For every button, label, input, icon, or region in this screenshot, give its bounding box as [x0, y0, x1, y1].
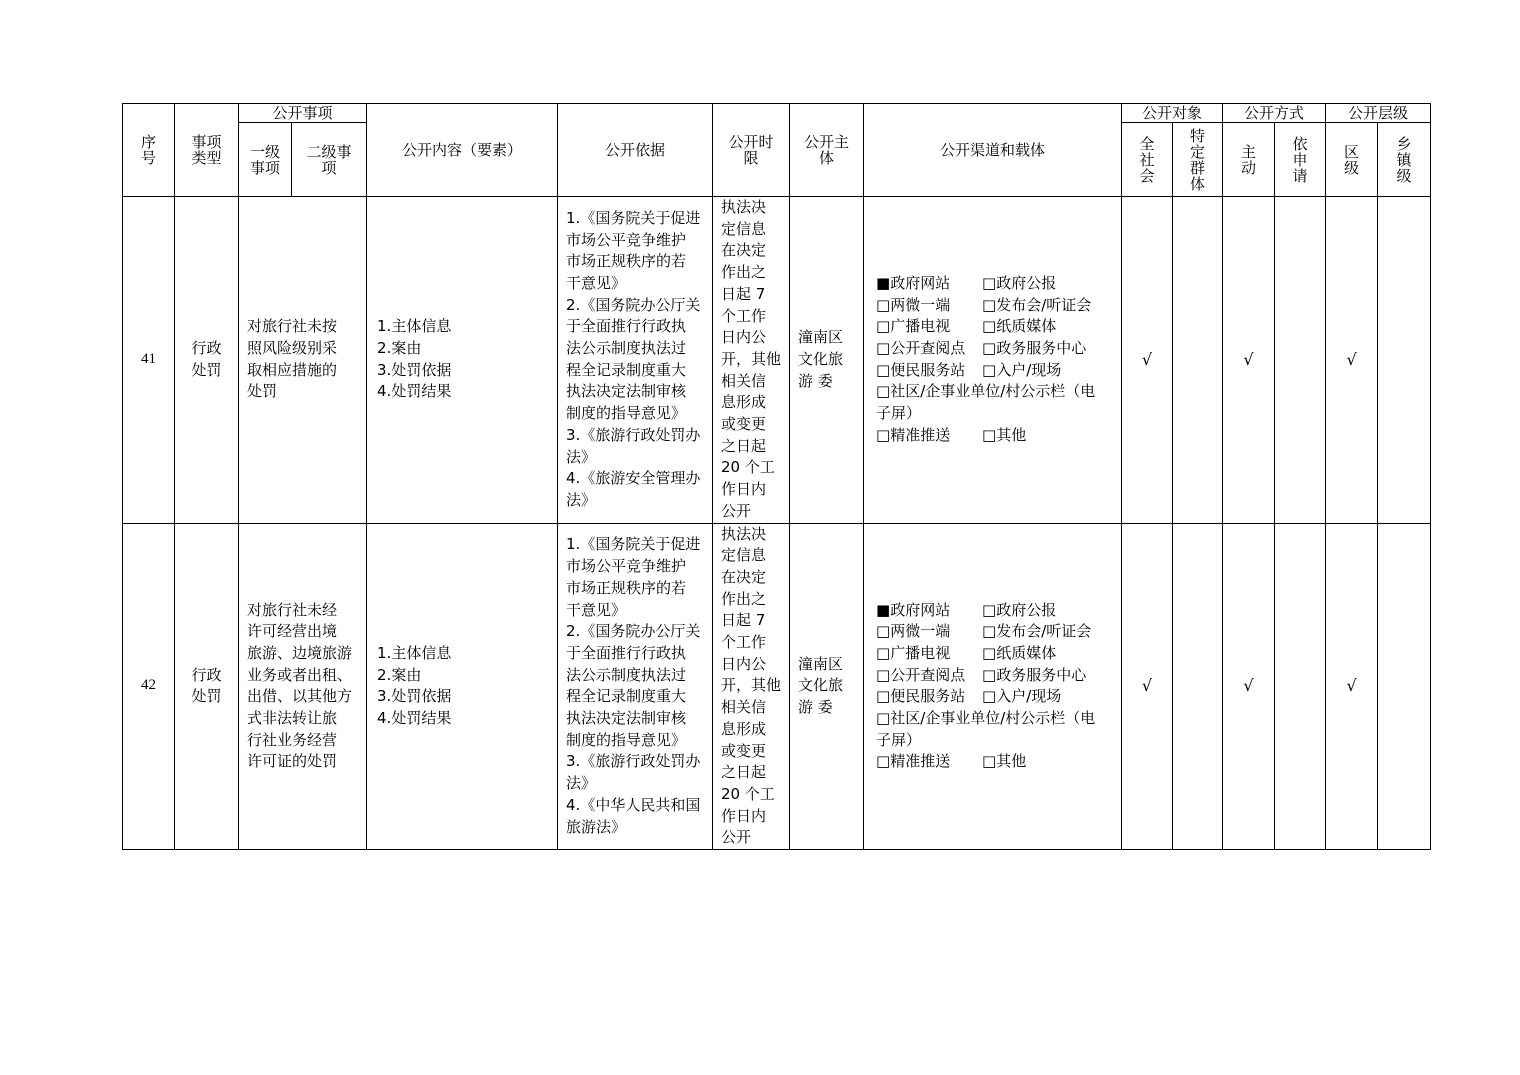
channel-option: □精准推送 [876, 425, 951, 444]
text-line: 1.主体信息 [377, 317, 452, 336]
text-line: 干意见》 [566, 600, 627, 619]
text-line: 执法决定法制审核 [566, 709, 687, 728]
text-line: 定信息 [721, 219, 767, 238]
text-line: 日起 7 [721, 611, 766, 630]
channel-line [876, 316, 1121, 338]
channel-option: ■政府网站 [876, 273, 951, 292]
item-cell [239, 197, 367, 524]
header-target-specific: 特 定 群 体 [1173, 123, 1223, 197]
text-line: 2.案由 [377, 665, 422, 684]
channel-option: □便民服务站 [876, 687, 966, 706]
channel-option: □政府公报 [982, 273, 1057, 292]
text-line: 开，其他 [721, 349, 782, 368]
text-line: 法公示制度执法过 [566, 665, 687, 684]
text-line: 20 个工 [721, 458, 775, 477]
header-level2: 二级事 项 [292, 123, 367, 197]
text-line: 行政 [191, 665, 222, 684]
level-town-check [1378, 523, 1431, 850]
text-line: 对旅行社未按 [247, 317, 338, 336]
channel-option: 子屏） [876, 730, 922, 749]
basis-cell [558, 197, 713, 524]
channel-option: □纸质媒体 [982, 317, 1057, 336]
channel-line [876, 273, 1121, 295]
channel-option: □广播电视 [876, 643, 951, 662]
text-line: 日内公 [721, 654, 767, 673]
text-line: 3.《旅游行政处罚办 [566, 425, 701, 444]
text-line: 4.处罚结果 [377, 382, 452, 401]
text-line: 旅游法》 [566, 817, 627, 836]
text-line: 文化旅 [798, 349, 844, 368]
text-line: 在决定 [721, 241, 767, 260]
channel-option: □两微一端 [876, 295, 951, 314]
text-line: 取相应措施的 [247, 360, 338, 379]
time-limit-cell [713, 197, 790, 524]
channel-option: □社区/企事业单位/村公示栏（电 [876, 382, 1096, 401]
text-line: 执法决 [721, 524, 767, 543]
text-line: 3.处罚依据 [377, 360, 452, 379]
channel-option: ■政府网站 [876, 600, 951, 619]
target-all-check: √ [1122, 523, 1173, 850]
text-line: 于全面推行行政执 [566, 317, 687, 336]
text-line: 3.《旅游行政处罚办 [566, 752, 701, 771]
target-specific-check [1173, 197, 1223, 524]
basis-cell [558, 523, 713, 850]
channel-line [876, 338, 1121, 360]
channel-option: □公开查阅点 [876, 339, 966, 358]
channel-line [876, 425, 1121, 447]
channel-line [876, 708, 1121, 730]
text-line: 法》 [566, 774, 597, 793]
header-method-group: 公开方式 [1223, 104, 1326, 123]
header-level-group: 公开层级 [1326, 104, 1431, 123]
text-line: 个工作 [721, 306, 767, 325]
channel-line [876, 665, 1121, 687]
text-line: 于全面推行行政执 [566, 643, 687, 662]
channel-option: □入户/现场 [982, 687, 1062, 706]
channel-line [876, 751, 1121, 773]
subject-cell [790, 197, 864, 524]
channel-option: 子屏） [876, 404, 922, 423]
channel-option: □广播电视 [876, 317, 951, 336]
text-line: 3.处罚依据 [377, 687, 452, 706]
channel-line [876, 403, 1121, 425]
channel-option: □其他 [982, 425, 1027, 444]
text-line: 市场正规秩序的若 [566, 252, 687, 271]
text-line: 20 个工 [721, 784, 775, 803]
level-district-check: √ [1326, 523, 1378, 850]
header-content: 公开内容（要素） [367, 104, 558, 197]
text-line: 游 委 [798, 371, 833, 390]
text-line: 市场正规秩序的若 [566, 578, 687, 597]
text-line: 息形成 [721, 393, 767, 412]
text-line: 定信息 [721, 546, 767, 565]
text-line: 或变更 [721, 415, 767, 434]
subject-cell [790, 523, 864, 850]
text-line: 作日内 [721, 806, 767, 825]
content-cell [367, 197, 558, 524]
text-line: 文化旅 [798, 676, 844, 695]
text-line: 公开 [721, 828, 752, 847]
text-line: 许可经营出境 [247, 622, 338, 641]
text-line: 法》 [566, 447, 597, 466]
text-line: 作出之 [721, 589, 767, 608]
header-row-1 [123, 104, 1431, 123]
text-line: 出借、以其他方 [247, 687, 353, 706]
text-line: 对旅行社未经 [247, 600, 338, 619]
type-cell [175, 197, 239, 524]
text-line: 4.《中华人民共和国 [566, 795, 701, 814]
header-item-group: 公开事项 [239, 104, 367, 123]
text-line: 处罚 [191, 360, 222, 379]
channel-option: □便民服务站 [876, 360, 966, 379]
header-seq: 序 号 [123, 104, 175, 197]
method-active-check: √ [1223, 523, 1275, 850]
header-target-all: 全 社 会 [1122, 123, 1173, 197]
text-line: 作出之 [721, 263, 767, 282]
table-row [123, 197, 1431, 524]
content-cell [367, 523, 558, 850]
method-request-check [1275, 523, 1326, 850]
text-line: 式非法转让旅 [247, 709, 338, 728]
text-line: 许可证的处罚 [247, 752, 338, 771]
text-line: 公开 [721, 501, 752, 520]
text-line: 日起 7 [721, 284, 766, 303]
text-line: 之日起 [721, 436, 767, 455]
header-method-active: 主 动 [1223, 123, 1275, 197]
text-line: 4.《旅游安全管理办 [566, 469, 701, 488]
channel-option: □政府公报 [982, 600, 1057, 619]
text-line: 旅游、边境旅游 [247, 643, 353, 662]
channels-cell [864, 197, 1122, 524]
channel-option: □纸质媒体 [982, 643, 1057, 662]
time-limit-cell [713, 523, 790, 850]
channel-line [876, 295, 1121, 317]
item-cell [239, 523, 367, 850]
header-basis: 公开依据 [558, 104, 713, 197]
level-district-check: √ [1326, 197, 1378, 524]
header-type: 事项 类型 [175, 104, 239, 197]
text-line: 法公示制度执法过 [566, 339, 687, 358]
channel-option: □精准推送 [876, 752, 951, 771]
channel-option: □发布会/听证会 [982, 622, 1092, 641]
text-line: 执法决 [721, 198, 767, 216]
text-line: 业务或者出租、 [247, 665, 353, 684]
channel-line [876, 381, 1121, 403]
target-all-check: √ [1122, 197, 1173, 524]
header-level1: 一级 事项 [239, 123, 292, 197]
header-method-request: 依 申 请 [1275, 123, 1326, 197]
text-line: 日内公 [721, 328, 767, 347]
text-line: 照风险级别采 [247, 339, 338, 358]
target-specific-check [1173, 523, 1223, 850]
text-line: 息形成 [721, 719, 767, 738]
text-line: 之日起 [721, 763, 767, 782]
level-town-check [1378, 197, 1431, 524]
channel-line [876, 643, 1121, 665]
disclosure-table [122, 103, 1431, 850]
text-line: 在决定 [721, 567, 767, 586]
text-line: 潼南区 [798, 654, 844, 673]
text-line: 行政 [191, 339, 222, 358]
text-line: 程全记录制度重大 [566, 687, 687, 706]
channel-line [876, 360, 1121, 382]
text-line: 干意见》 [566, 273, 627, 292]
text-line: 游 委 [798, 698, 833, 717]
text-line: 1.《国务院关于促进 [566, 208, 701, 227]
text-line: 2.《国务院办公厅关 [566, 622, 701, 641]
channel-option: □社区/企事业单位/村公示栏（电 [876, 709, 1096, 728]
text-line: 个工作 [721, 633, 767, 652]
text-line: 行社业务经营 [247, 730, 338, 749]
text-line: 潼南区 [798, 328, 844, 347]
text-line: 执法决定法制审核 [566, 382, 687, 401]
channel-option: □公开查阅点 [876, 665, 966, 684]
text-line: 处罚 [191, 687, 222, 706]
text-line: 作日内 [721, 480, 767, 499]
text-line: 或变更 [721, 741, 767, 760]
header-level-town: 乡 镇 级 [1378, 123, 1431, 197]
text-line: 制度的指导意见》 [566, 404, 687, 423]
text-line: 相关信 [721, 371, 767, 390]
channels-cell [864, 523, 1122, 850]
table-row [123, 523, 1431, 850]
text-line: 2.《国务院办公厅关 [566, 295, 701, 314]
text-line: 1.《国务院关于促进 [566, 535, 701, 554]
channel-option: □其他 [982, 752, 1027, 771]
header-channels: 公开渠道和载体 [864, 104, 1122, 197]
channel-option: □政务服务中心 [982, 339, 1087, 358]
text-line: 制度的指导意见》 [566, 730, 687, 749]
header-target-group: 公开对象 [1122, 104, 1223, 123]
text-line: 程全记录制度重大 [566, 360, 687, 379]
text-line: 相关信 [721, 698, 767, 717]
channel-line [876, 730, 1121, 752]
text-line: 4.处罚结果 [377, 709, 452, 728]
text-line: 1.主体信息 [377, 643, 452, 662]
seq-cell: 41 [123, 197, 175, 524]
text-line: 法》 [566, 490, 597, 509]
text-line: 2.案由 [377, 339, 422, 358]
method-request-check [1275, 197, 1326, 524]
seq-cell: 42 [123, 523, 175, 850]
header-time-limit: 公开时 限 [713, 104, 790, 197]
type-cell [175, 523, 239, 850]
text-line: 市场公平竞争维护 [566, 230, 687, 249]
channel-option: □两微一端 [876, 622, 951, 641]
channel-line [876, 600, 1121, 622]
header-subject: 公开主 体 [790, 104, 864, 197]
channel-option: □入户/现场 [982, 360, 1062, 379]
channel-option: □政务服务中心 [982, 665, 1087, 684]
channel-line [876, 686, 1121, 708]
channel-option: □发布会/听证会 [982, 295, 1092, 314]
header-level-district: 区 级 [1326, 123, 1378, 197]
text-line: 处罚 [247, 382, 278, 401]
method-active-check: √ [1223, 197, 1275, 524]
channel-line [876, 621, 1121, 643]
text-line: 市场公平竞争维护 [566, 557, 687, 576]
text-line: 开，其他 [721, 676, 782, 695]
